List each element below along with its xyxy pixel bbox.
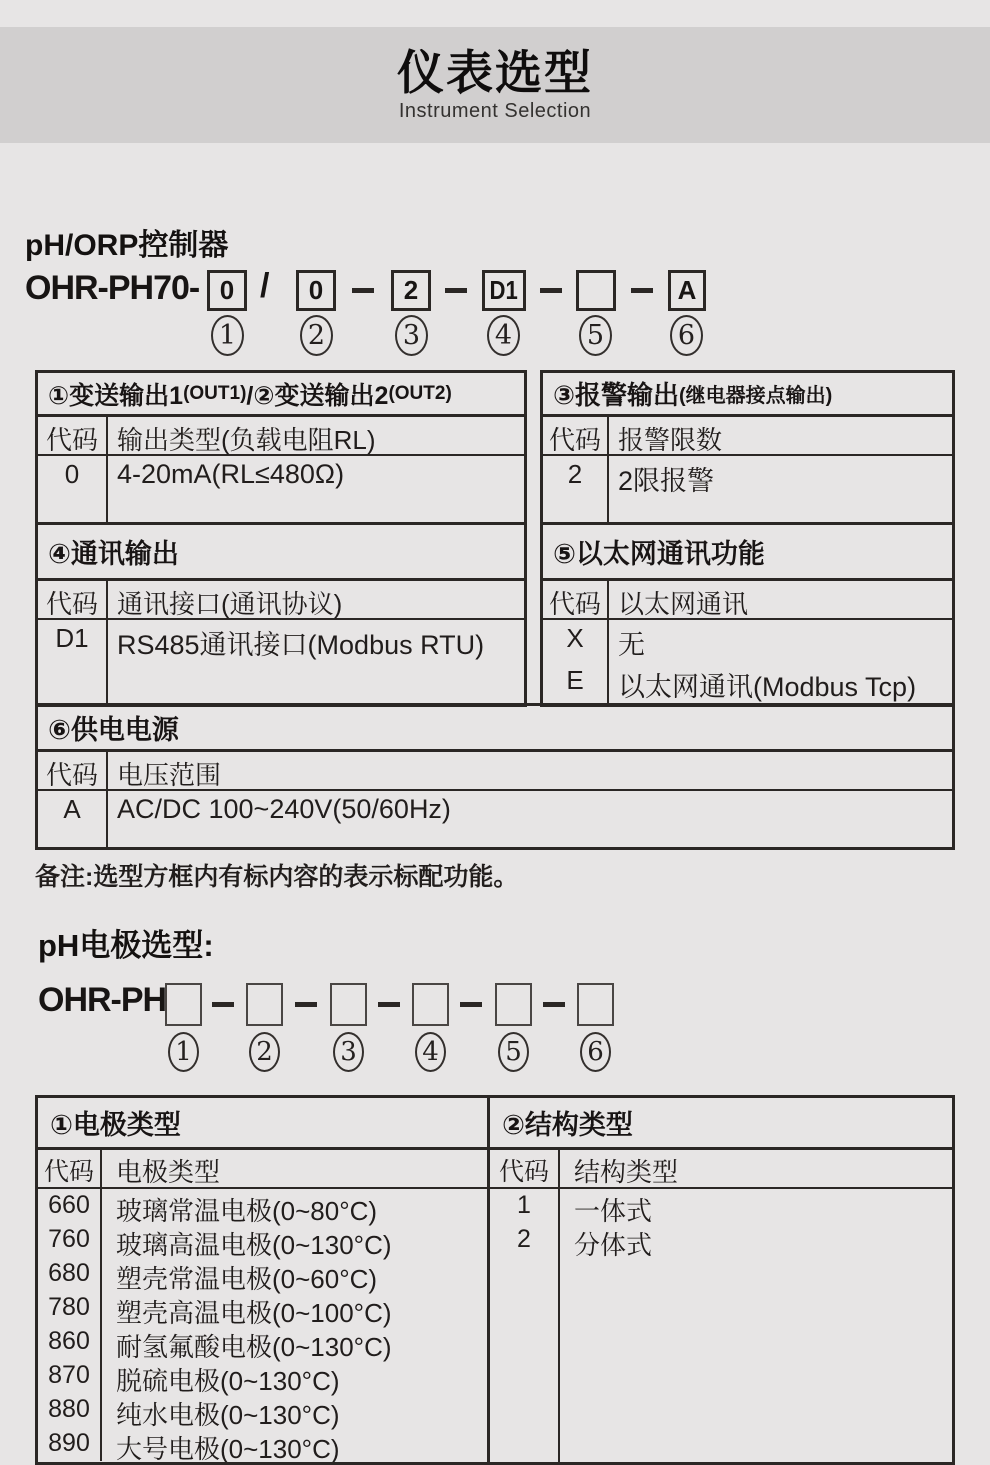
code-cell: 0 [38, 456, 108, 522]
table-row [543, 620, 952, 662]
code-cell [490, 1257, 560, 1462]
desc-cell: 以太网通讯(Modbus Tcp) [618, 672, 917, 702]
column-header: 输出类型(负载电阻RL) [117, 425, 376, 455]
desc-cell: AC/DC 100~240V(50/60Hz) [117, 794, 451, 824]
model-code-box-5 [495, 983, 532, 1026]
table-row [38, 620, 524, 704]
desc-cell: 塑壳高温电极(0~100°C) [116, 1298, 392, 1328]
desc-cell: 无 [618, 630, 645, 660]
code-cell: 880 [38, 1393, 102, 1427]
model-code-box-1 [165, 983, 202, 1026]
code-cell: 660 [38, 1189, 102, 1223]
dash-separator [631, 288, 653, 293]
table-row [38, 752, 952, 791]
table-transmit-output [35, 370, 527, 525]
code-header: 代码 [38, 417, 108, 454]
model-code-box-6: A [668, 270, 706, 311]
code-header: 代码 [38, 752, 108, 789]
code-header: 代码 [38, 581, 108, 618]
position-badge-2: 2 [249, 1032, 280, 1072]
table-row [490, 1257, 952, 1462]
table-alarm-output [540, 370, 955, 525]
slash-separator: / [260, 267, 270, 305]
code-cell: A [38, 791, 108, 847]
table-row [38, 1223, 487, 1260]
column-header: 结构类型 [574, 1157, 679, 1187]
model-code-box-6 [577, 983, 614, 1026]
position-badge-1: 1 [168, 1032, 199, 1072]
desc-cell: 纯水电极(0~130°C) [116, 1400, 340, 1430]
code-cell: 860 [38, 1325, 102, 1359]
table-row [38, 1189, 487, 1226]
table-row [38, 1150, 487, 1189]
page-subtitle: Instrument Selection [398, 100, 592, 123]
code-cell: 890 [38, 1427, 102, 1461]
position-badge-5: 5 [498, 1032, 529, 1072]
code-cell: 680 [38, 1257, 102, 1291]
controller-section-heading: pH/ORP控制器 [25, 229, 229, 262]
code-cell: 760 [38, 1223, 102, 1257]
desc-cell: 玻璃常温电极(0~80°C) [116, 1196, 378, 1226]
dash-separator [295, 1002, 317, 1007]
code-header: 代码 [38, 1150, 102, 1187]
table-row [38, 1359, 487, 1396]
desc-cell [560, 1257, 952, 1462]
position-badge-3: 3 [333, 1032, 364, 1072]
column-header: 电压范围 [117, 760, 222, 790]
position-badge-6: 6 [670, 315, 703, 356]
table-electrode-type [38, 1098, 490, 1462]
table-row [543, 417, 952, 456]
code-cell: D1 [38, 620, 108, 704]
column-header: 以太网通讯 [618, 589, 749, 619]
table-row [38, 791, 952, 847]
table-row [38, 1393, 487, 1430]
table-row [543, 456, 952, 522]
model-prefix: OHR-PH70- [25, 269, 200, 307]
code-header: 代码 [490, 1150, 560, 1187]
desc-cell: 脱硫电极(0~130°C) [116, 1366, 340, 1396]
table-row [38, 1291, 487, 1328]
dash-separator [460, 1002, 482, 1007]
table-row [490, 1150, 952, 1189]
table-row [543, 581, 952, 620]
table-comm-output-title: ④通讯输出 [38, 525, 524, 581]
table-transmit-output-title: ①变送输出1 (OUT1) /②变送输出2 (OUT2) [38, 373, 524, 417]
code-cell: 2 [543, 456, 609, 522]
desc-cell: 塑壳常温电极(0~60°C) [116, 1264, 378, 1294]
table-row [38, 581, 524, 620]
note-text: 备注:选型方框内有标内容的表示标配功能。 [35, 863, 519, 891]
controller-model-code-line [0, 265, 990, 375]
model-code-box-5 [576, 270, 616, 311]
position-badge-2: 2 [300, 315, 333, 356]
column-header: 电极类型 [116, 1157, 221, 1187]
model-code-box-4: D1 [482, 270, 526, 311]
desc-cell: 大号电极(0~130°C) [116, 1434, 340, 1464]
position-badge-3: 3 [395, 315, 428, 356]
desc-cell: 分体式 [574, 1230, 653, 1260]
desc-cell: 2限报警 [618, 466, 715, 496]
code-cell: 780 [38, 1291, 102, 1325]
dash-separator [543, 1002, 565, 1007]
electrode-model-code-line [0, 975, 990, 1085]
header-band [0, 27, 990, 143]
model-prefix: OHR-PH [38, 981, 167, 1019]
table-row [490, 1189, 952, 1226]
dash-separator [212, 1002, 234, 1007]
table-power-supply-title: ⑥供电电源 [38, 706, 952, 752]
column-header: 通讯接口(通讯协议) [117, 589, 343, 619]
table-electrode [35, 1095, 955, 1465]
desc-cell: 4-20mA(RL≤480Ω) [117, 459, 345, 489]
model-code-box-2 [246, 983, 283, 1026]
table-row [543, 662, 952, 704]
position-badge-6: 6 [580, 1032, 611, 1072]
table-row [38, 417, 524, 456]
code-cell: 870 [38, 1359, 102, 1393]
position-badge-5: 5 [579, 315, 612, 356]
code-cell: 2 [490, 1223, 560, 1257]
table-row [38, 1325, 487, 1362]
code-cell: 1 [490, 1189, 560, 1223]
model-code-box-3 [330, 983, 367, 1026]
table-row [490, 1223, 952, 1260]
desc-cell: 一体式 [574, 1196, 653, 1226]
structure-type-title: ②结构类型 [490, 1098, 952, 1150]
column-header: 报警限数 [618, 425, 723, 455]
position-badge-1: 1 [211, 315, 244, 356]
code-header: 代码 [543, 417, 609, 454]
table-power-supply [35, 703, 955, 850]
model-code-box-3: 2 [391, 270, 431, 311]
position-badge-4: 4 [415, 1032, 446, 1072]
dash-separator [378, 1002, 400, 1007]
desc-cell: RS485通讯接口(Modbus RTU) [117, 630, 485, 660]
table-ethernet [540, 522, 955, 707]
table-row [38, 456, 524, 522]
table-row [38, 1257, 487, 1294]
electrode-section-heading: pH电极选型: [38, 928, 214, 963]
desc-cell: 玻璃高温电极(0~130°C) [116, 1230, 392, 1260]
table-comm-output [35, 522, 527, 707]
page-title: 仪表选型 [397, 45, 593, 99]
model-code-box-1: 0 [207, 270, 247, 311]
table-row [38, 1427, 487, 1464]
table-alarm-output-title: ③报警输出 (继电器接点输出) [543, 373, 952, 417]
model-code-box-4 [412, 983, 449, 1026]
dash-separator [352, 288, 374, 293]
table-ethernet-title: ⑤以太网通讯功能 [543, 525, 952, 581]
dash-separator [540, 288, 562, 293]
table-structure-type [490, 1098, 952, 1462]
position-badge-4: 4 [487, 315, 520, 356]
code-cell: X [543, 620, 609, 662]
desc-cell: 耐氢氟酸电极(0~130°C) [116, 1332, 392, 1362]
dash-separator [445, 288, 467, 293]
model-code-box-2: 0 [296, 270, 336, 311]
code-cell: E [543, 662, 609, 704]
code-header: 代码 [543, 581, 609, 618]
electrode-type-title: ①电极类型 [38, 1098, 487, 1150]
